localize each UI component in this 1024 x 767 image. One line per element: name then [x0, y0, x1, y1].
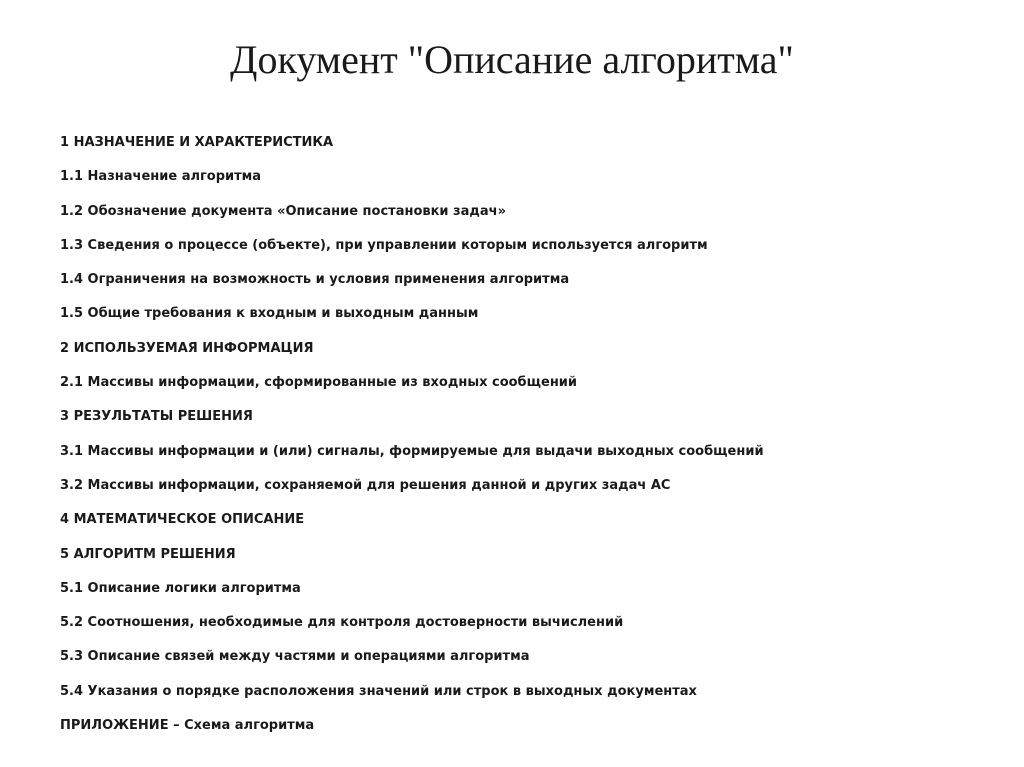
- subsection-item: 1.4 Ограничения на возможность и условия применения алгоритма: [60, 272, 570, 288]
- subsection-item: 5.2 Соотношения, необходимые для контроля достоверности вычислений: [60, 615, 624, 631]
- subsection-item: 1.2 Обозначение документа «Описание постановки задач»: [60, 203, 506, 219]
- section-heading: 3 РЕЗУЛЬТАТЫ РЕШЕНИЯ: [60, 409, 253, 425]
- contents-list: [60, 126, 1000, 743]
- subsection-item: 5.1 Описание логики алгоритма: [60, 580, 301, 596]
- subsection-item: 3.1 Массивы информации и (или) сигналы, формируемые для выдачи выходных сообщений: [60, 443, 764, 459]
- section-heading: 4 МАТЕМАТИЧЕСКОЕ ОПИСАНИЕ: [60, 512, 305, 528]
- subsection-item: 5.4 Указания о порядке расположения значений или строк в выходных документах: [60, 683, 697, 699]
- subsection-item: 1.5 Общие требования к входным и выходным данным: [60, 306, 479, 322]
- subsection-item: 1.3 Сведения о процессе (объекте), при управлении которым используется алгоритм: [60, 237, 708, 253]
- appendix-item: ПРИЛОЖЕНИЕ – Схема алгоритма: [60, 718, 315, 734]
- subsection-item: 5.3 Описание связей между частями и операциями алгоритма: [60, 649, 530, 665]
- section-heading: 5 АЛГОРИТМ РЕШЕНИЯ: [60, 546, 236, 562]
- subsection-item: 2.1 Массивы информации, сформированные из входных сообщений: [60, 375, 578, 391]
- section-heading: 1 НАЗНАЧЕНИЕ И ХАРАКТЕРИСТИКА: [60, 135, 334, 150]
- section-heading: 2 ИСПОЛЬЗУЕМАЯ ИНФОРМАЦИЯ: [60, 340, 314, 356]
- subsection-item: 1.1 Назначение алгоритма: [60, 169, 262, 185]
- document-title: Документ "Описание алгоритма": [230, 37, 794, 82]
- subsection-item: 3.2 Массивы информации, сохраняемой для решения данной и других задач АС: [60, 477, 671, 493]
